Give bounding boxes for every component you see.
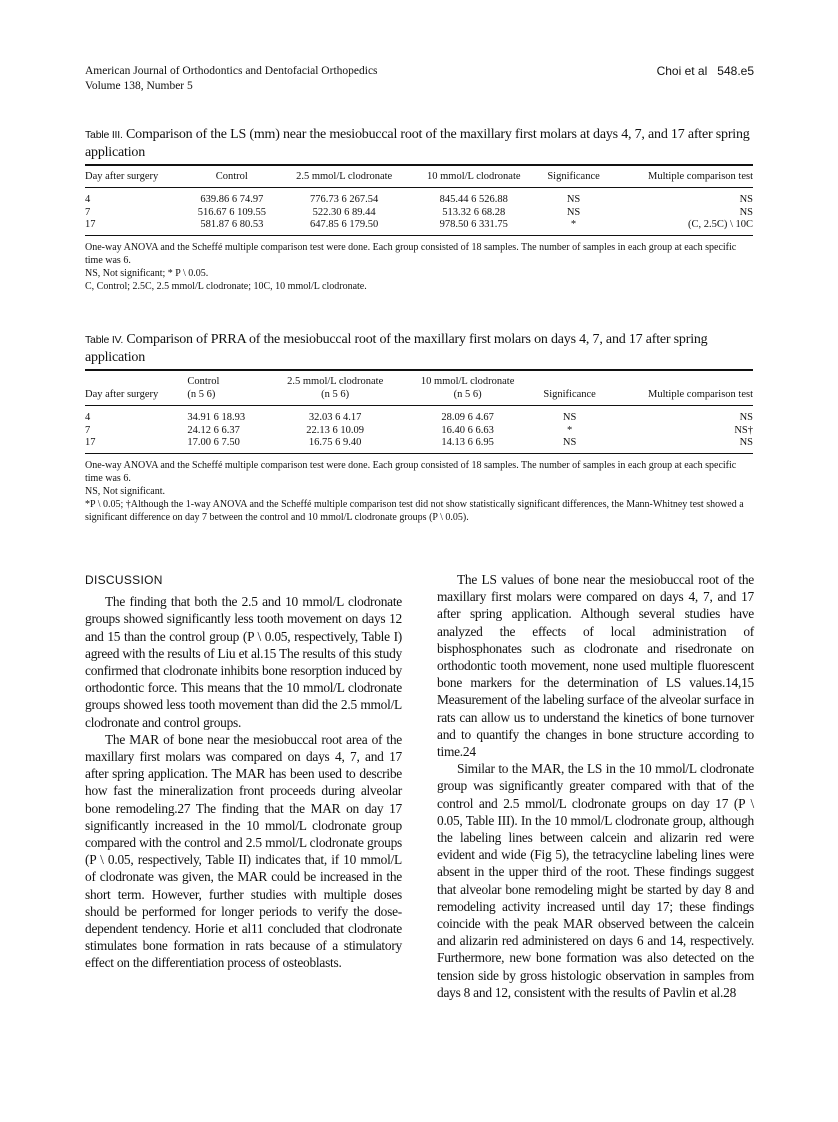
table-cell: 28.09 6 4.67 [441,412,494,423]
table-cell: 639.86 6 74.97 [200,194,264,205]
table-cell: 581.87 6 80.53 [185,219,278,235]
col-header [187,370,268,406]
table-cell: NS [533,437,606,453]
table-notes [85,459,753,524]
table-cell: 522.30 6 89.44 [312,206,376,218]
note: NS, Not significant; * P \ 0.05. [85,267,209,279]
table-cell: 7 [85,206,91,218]
table-cell: 4 [85,412,91,423]
col-header: Control [185,165,278,188]
table-row [85,207,753,220]
table-caption [85,331,753,366]
table-cell: NS [566,194,581,205]
table-cell: 776.73 6 267.54 [310,194,379,205]
table-cell: 845.44 6 526.88 [439,194,508,205]
table-cell: 16.75 6 9.40 [268,437,402,453]
table-cell: 24.12 6 6.37 [187,424,240,436]
table-iv [85,331,753,524]
right-column [437,571,754,1001]
table-iii [85,126,753,293]
col-header: Significance [538,165,610,188]
table-caption [85,126,753,161]
note: One-way ANOVA and the Scheffé multiple comparison test were done. Each group consisted of 18 samples. The number of samples in each group at each specific time was 6. [85,459,737,484]
table-cell: NS [566,206,581,218]
table-cell: 17 [85,219,185,235]
section-heading: DISCUSSION [85,573,163,587]
table-cell: 978.50 6 331.75 [410,219,538,235]
header-text: Control [187,376,220,387]
note: C, Control; 2.5C, 2.5 mmol/L clodronate; 10C, 10 mmol/L clodronate. [85,280,367,292]
table-cell: NS [606,437,753,453]
header-n: (n 5 6) [453,389,482,400]
table-cell: 7 [85,424,91,436]
header-text: 10 mmol/L clodronate [420,376,515,387]
table-cell: NS [739,412,753,423]
table-cell: 17.00 6 7.50 [187,437,268,453]
table-cell: * [538,219,610,235]
note: NS, Not significant. [85,485,165,497]
col-header: Day after surgery [85,370,187,406]
table-row [85,219,753,235]
col-header [268,370,402,406]
paragraph: The LS values of bone near the mesiobuccal root of the maxillary first molars were compared on days 4, 7, and 17 after spring application. Although several studies have analyzed the effects of local administration of bisphosphonates such as clodronate and risedronate on orthodontic tooth movement, none used multiple fluorescent bone markers for the determination of LS values.14,15 Measurement of the labeling surface of the alveolar surface in rats can allow us to understand the kinetics of bone turnover and to quantify the changes in bone structure according to time.24 [437,572,754,760]
header-n: (n 5 6) [187,389,216,400]
table-row [85,188,753,207]
running-header-page [657,64,754,79]
caption-text: Comparison of the LS (mm) near the mesiobuccal root of the maxillary first molars at days 4, 7, and 17 after spring application [85,127,750,160]
note: One-way ANOVA and the Scheffé multiple comparison test were done. Each group consisted of 18 samples. The number of samples in each group at each specific time was 6. [85,241,737,266]
table-cell: 513.32 6 68.28 [442,206,506,218]
journal-name: American Journal of Orthodontics and Dentofacial Orthopedics [85,65,378,77]
table-cell: 16.40 6 6.63 [441,424,494,436]
col-header: Day after surgery [85,165,185,188]
author: Choi et al [656,64,708,78]
col-header: Multiple comparison test [606,370,753,406]
table-cell: 22.13 6 10.09 [306,424,365,436]
table-cell: NS [739,206,753,218]
table-cell: 34.91 6 18.93 [187,412,246,423]
table-cell: NS [562,412,577,423]
table-row [85,437,753,453]
paragraph: The MAR of bone near the mesiobuccal root area of the maxillary first molars was compared on days 4, 7, and 17 after spring application. The MAR has been used to describe how fast the mineralization front proceeds during alveolar bone remodeling.27 The finding that the MAR on day 17 significantly increased in the 10 mmol/L clodronate group compared with the control and 2.5 mmol/L clodronate groups (P \ 0.05, respectively, Table II) indicates that, if 10 mmol/L of clodronate was given, the MAR could be increased in the short term. However, further studies with multiple doses should be performed for longer periods to verify the dose-dependent tendency. Horie et al11 concluded that clodronate stimulates bone formation in rats because of a stimulatory effect on the differentiation process of osteoblasts. [85,731,402,971]
col-header: 10 mmol/L clodronate [410,165,538,188]
table-cell: 647.85 6 179.50 [278,219,409,235]
data-table [85,164,753,236]
volume-info: Volume 138, Number 5 [85,80,193,92]
page-number: 548.e5 [717,64,754,78]
col-header: 2.5 mmol/L clodronate [278,165,409,188]
data-table [85,369,753,454]
table-cell: 17 [85,437,187,453]
paragraph: Similar to the MAR, the LS in the 10 mmol/L clodronate group was significantly greater compared with that of the control and 2.5 mmol/L clodronate groups on day 17 (P \ 0.05, Table III). In the 10 mmol/L clodronate group, although the labeling lines between calcein and alizarin red were evident and wide (Fig 5), the tetracycline labeling lines were absent in the upper third of the root. These findings suggest that alveolar bone remodeling might be started by day 8 and remodeling activity increased until day 17; these findings coincide with the peak MAR observed between the calcein and alizarin red administered on days 6 and 14, respectively. Furthermore, new bone formation was also detected on the tension side by gross histologic observation in samples from days 8 and 12, consistent with the results of Pavlin et al.28 [437,761,754,1000]
table-cell: NS† [734,424,753,436]
table-row [85,406,753,425]
table-cell: 4 [85,194,91,205]
col-header [402,370,533,406]
table-cell: 32.03 6 4.17 [308,412,362,423]
table-label: Table IV. [85,334,124,346]
table-row [85,425,753,438]
table-cell: 14.13 6 6.95 [402,437,533,453]
table-notes [85,241,753,293]
header-n: (n 5 6) [321,389,350,400]
caption-text: Comparison of PRRA of the mesiobuccal root of the maxillary first molars on days 4, 7, and 17 after spring application [85,332,708,365]
table-cell: (C, 2.5C) \ 10C [609,219,753,235]
running-header-journal [85,64,378,94]
table-cell: NS [739,194,753,205]
table-cell: 516.67 6 109.55 [197,206,266,218]
table-cell: * [566,424,573,436]
paragraph: The finding that both the 2.5 and 10 mmol/L clodronate groups showed significantly less tooth movement on days 12 and 15 than the control group (P \ 0.05, respectively, Table I) agreed with the results of Liu et al.15 The results of this study confirmed that clodronate inhibits bone resorption induced by orthodontic force. This means that the 10 mmol/L clodronate groups showed less tooth movement than did the 2.5 mmol/L clodronate and control groups. [85,594,402,730]
col-header: Significance [533,370,606,406]
col-header: Multiple comparison test [609,165,753,188]
left-column [85,572,402,972]
note: *P \ 0.05; †Although the 1-way ANOVA and the Scheffé multiple comparison test did not show statistically significant differences, the Mann-Whitney test showed a significant difference on day 7 between the control and 10 mmol/L clodronate groups (P \ 0.05). [85,498,744,523]
header-text: 2.5 mmol/L clodronate [287,376,384,387]
table-label: Table III. [85,129,123,141]
